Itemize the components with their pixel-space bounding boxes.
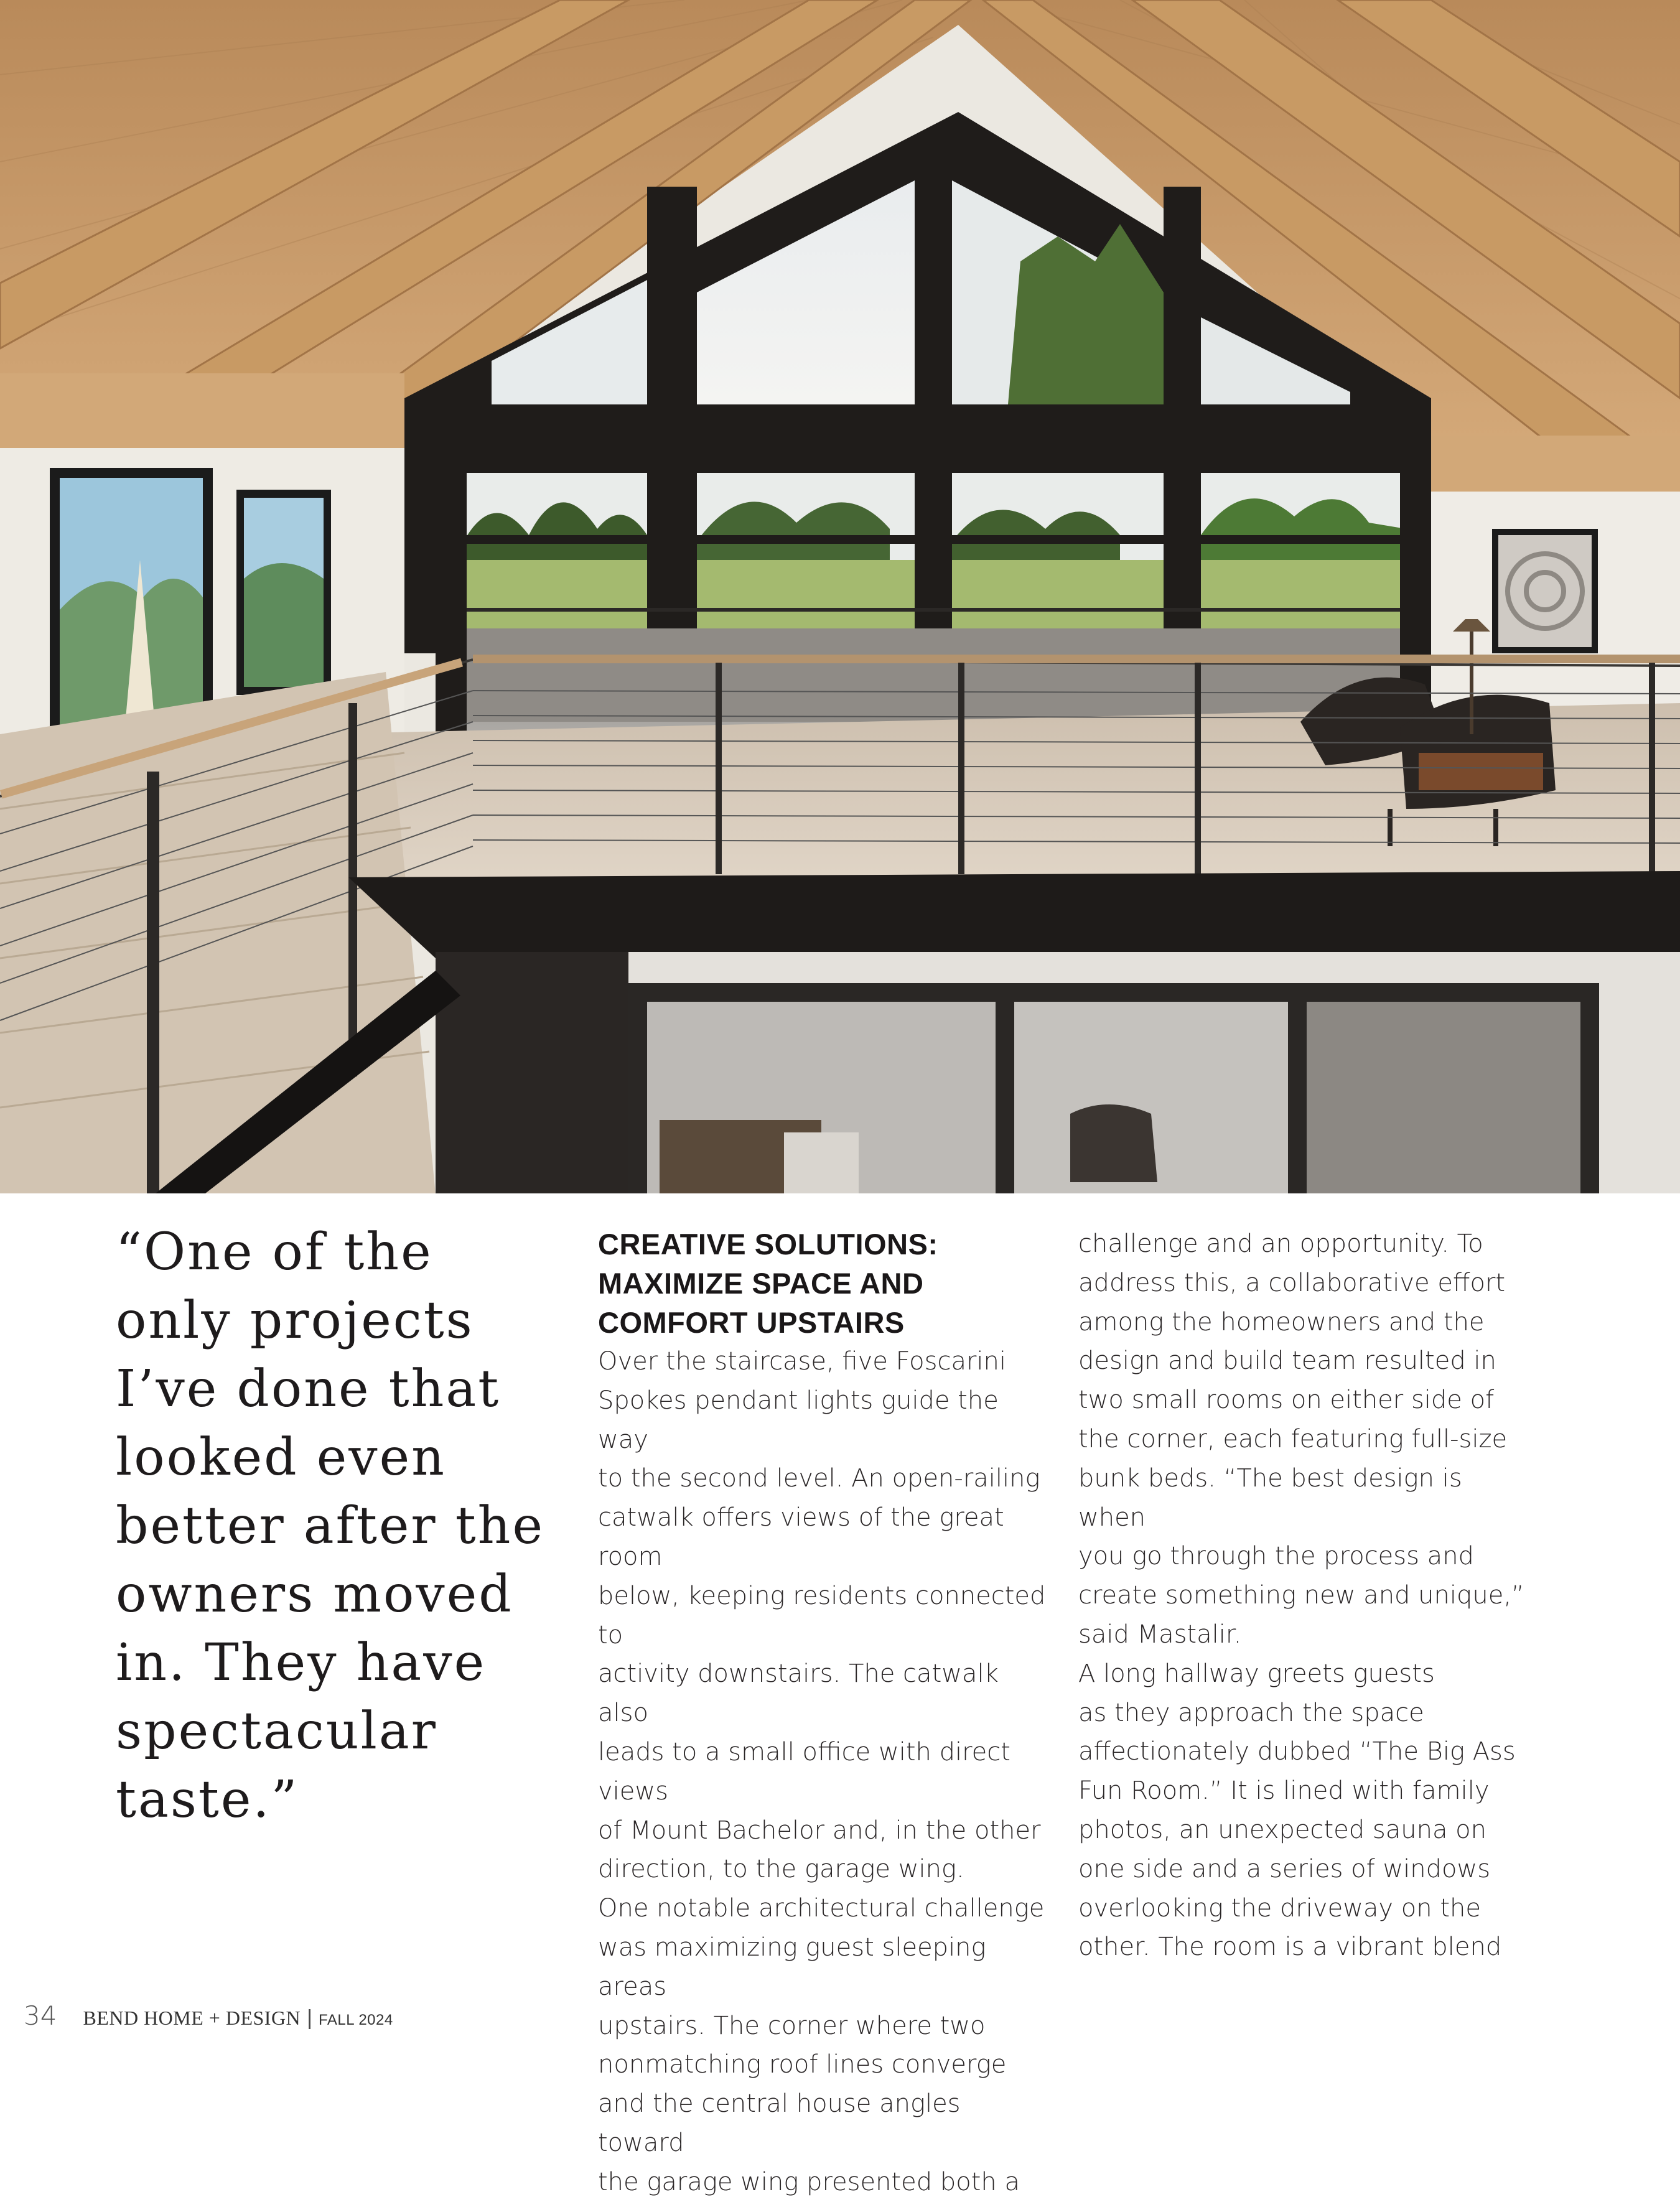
article-column-1 (598, 1225, 1046, 2202)
page-number: 34 (24, 2000, 57, 2031)
footer-separator: | (307, 2006, 312, 2030)
page-footer (24, 2000, 393, 2032)
article-column-2 (1078, 1225, 1526, 1967)
pull-quote-text: “One of the only projects I’ve done that looked even better after the owners moved in. They have spectacular taste.” (116, 1223, 544, 1829)
section-heading: CREATIVE SOLUTIONS: MAXIMIZE SPACE AND COMFORT UPSTAIRS (598, 1228, 938, 1339)
article-body-column-2: challenge and an opportunity. To address this, a collaborative effort among the homeowners and the design and build team resulted in two small rooms on either side of the corner, each featuring full-size bunk beds. “The best design is when you go through the process and create something new and unique,” said Mastalir. A long hallway greets guests as they approach the space affectionately dubbed “The Big Ass Fun Room.” It is lined with family photos, an unexpected sauna on one side and a series of windows overlooking the driveway on the other. The room is a vibrant blend (1078, 1229, 1524, 1962)
magazine-name: BEND HOME + DESIGN (83, 2007, 301, 2029)
issue-date: FALL 2024 (319, 2012, 393, 2028)
article-body-column-1: Over the staircase, five Foscarini Spokes pendant lights guide the way to the second level. An open-railing catwalk offers views of the great room below, keeping residents connected to activity downstairs. The catwalk also leads to a small office with direct views of Mount Bachelor and, in the other direction, to the garage wing. One notable architectural challenge was maximizing guest sleeping areas upstairs. The corner where two nonmatching roof lines converge and the central house angles toward the garage wing presented both a (598, 1347, 1046, 2196)
pull-quote (116, 1218, 551, 1834)
